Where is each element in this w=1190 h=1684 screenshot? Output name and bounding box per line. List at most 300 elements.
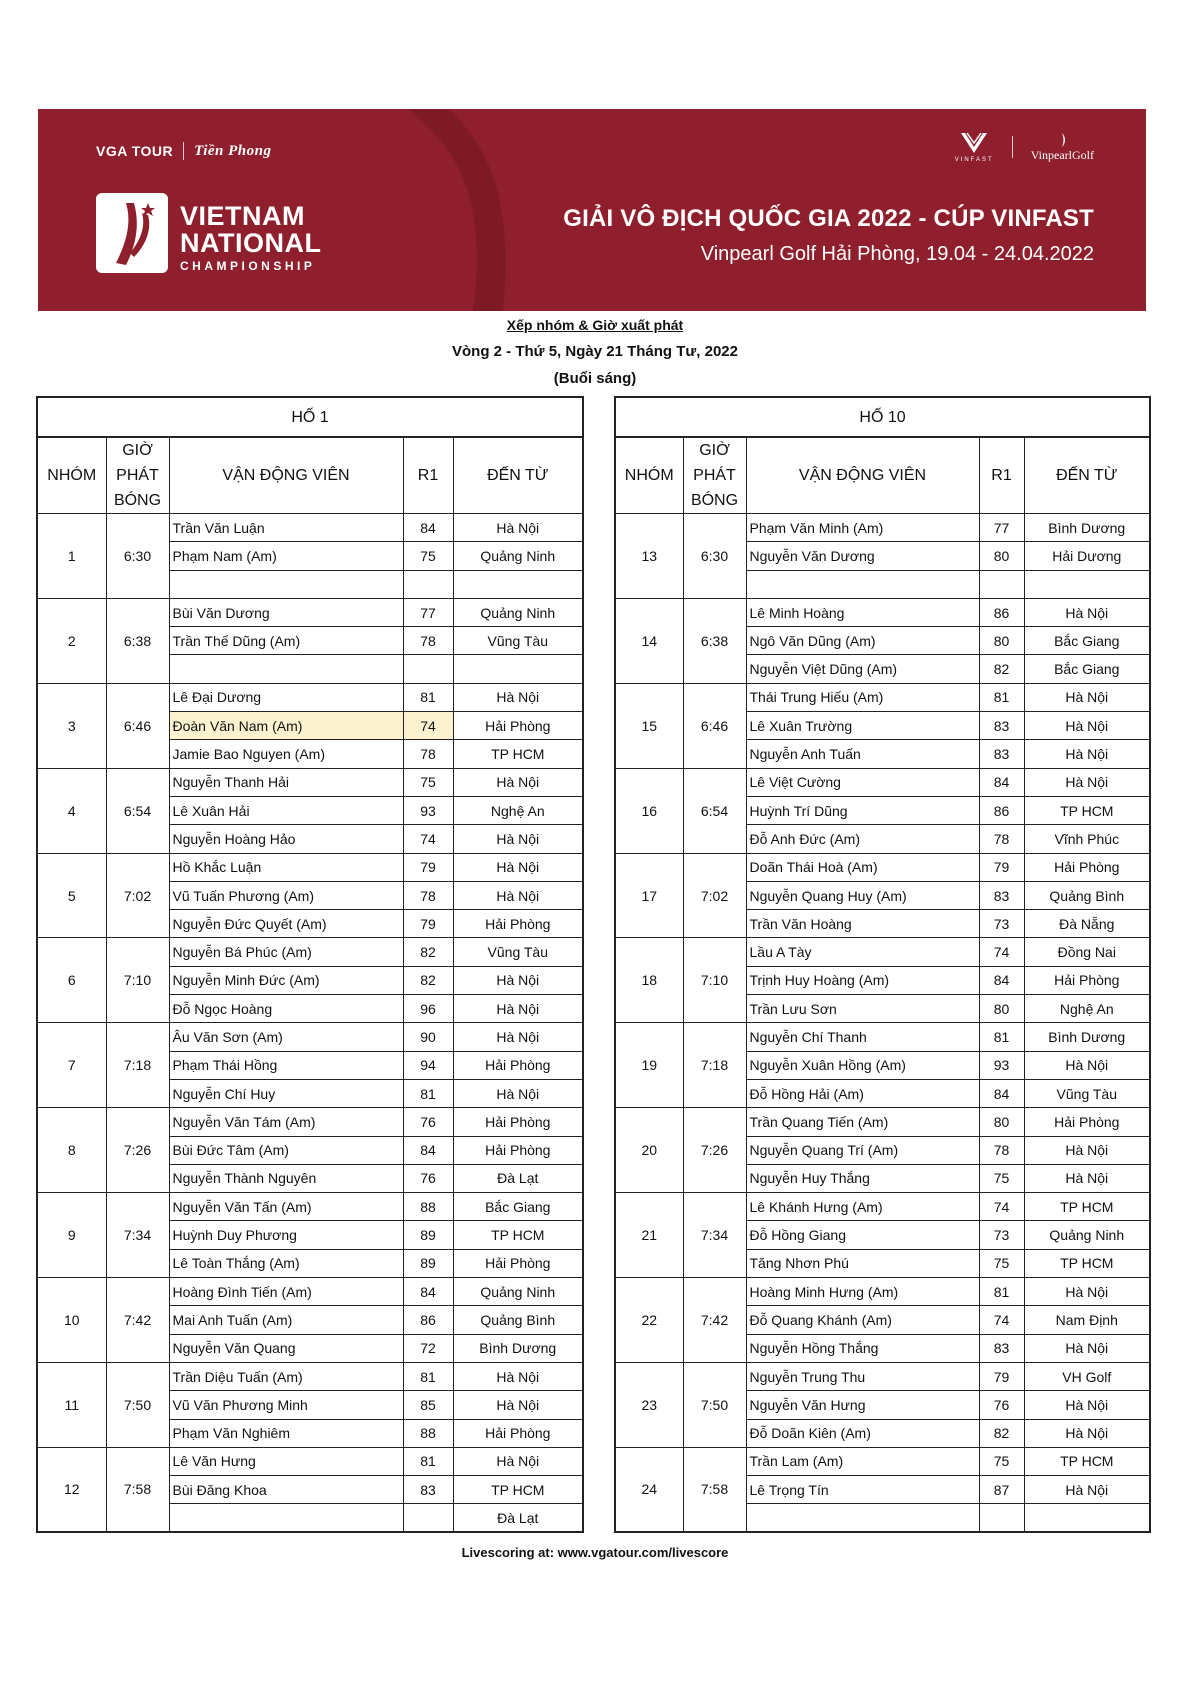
r1-score: 79 [403, 853, 453, 881]
player-name: Trần Diệu Tuấn (Am) [169, 1362, 403, 1390]
player-name: Nguyễn Quang Trí (Am) [746, 1136, 979, 1164]
group-number: 7 [37, 1023, 106, 1108]
r1-score: 75 [403, 768, 453, 796]
player-origin: Hải Phòng [453, 910, 583, 938]
player-origin: Quảng Bình [453, 1306, 583, 1334]
tee-time: 7:18 [106, 1023, 169, 1108]
group-number: 9 [37, 1193, 106, 1278]
player-origin: Quảng Bình [1024, 881, 1150, 909]
table-row [37, 598, 583, 626]
player-name: Huỳnh Duy Phương [169, 1221, 403, 1249]
player-origin: Hà Nội [1024, 1164, 1150, 1192]
r1-score: 90 [403, 1023, 453, 1051]
col-r1: R1 [403, 437, 453, 514]
r1-score: 84 [403, 1278, 453, 1306]
table-row [37, 1447, 583, 1475]
player-name: Nguyễn Huy Thắng [746, 1164, 979, 1192]
r1-score: 73 [979, 910, 1024, 938]
vinpearl-golf-logo [1031, 132, 1094, 163]
r1-score [979, 1504, 1024, 1532]
table-row [37, 1362, 583, 1390]
r1-score: 83 [979, 712, 1024, 740]
player-name: Lê Khánh Hưng (Am) [746, 1193, 979, 1221]
tee-time: 7:26 [683, 1108, 746, 1193]
r1-score: 89 [403, 1221, 453, 1249]
player-origin: TP HCM [453, 740, 583, 768]
player-origin: TP HCM [1024, 1249, 1150, 1277]
player-name: Vũ Tuấn Phương (Am) [169, 881, 403, 909]
r1-score: 74 [979, 1193, 1024, 1221]
hole-10-title: HỐ 10 [615, 397, 1150, 437]
hole-1-table [36, 396, 584, 1533]
r1-score: 74 [403, 712, 453, 740]
table-row [615, 1023, 1150, 1051]
r1-score: 81 [403, 1079, 453, 1107]
tee-time: 6:54 [683, 768, 746, 853]
r1-score: 84 [403, 514, 453, 542]
r1-score: 81 [403, 683, 453, 711]
player-origin: Bắc Giang [1024, 655, 1150, 683]
r1-score: 81 [979, 1278, 1024, 1306]
player-name: Hồ Khắc Luận [169, 853, 403, 881]
player-origin: Đà Lạt [453, 1164, 583, 1192]
player-origin: Bình Dương [453, 1334, 583, 1362]
player-origin: TP HCM [453, 1476, 583, 1504]
r1-score: 81 [403, 1362, 453, 1390]
player-name: Trần Thế Dũng (Am) [169, 627, 403, 655]
player-origin: VH Golf [1024, 1362, 1150, 1390]
player-origin: Hà Nội [1024, 598, 1150, 626]
player-origin: Hà Nội [453, 1023, 583, 1051]
player-origin: Hà Nội [453, 683, 583, 711]
player-name: Phạm Nam (Am) [169, 542, 403, 570]
player-origin: Đà Lạt [453, 1504, 583, 1532]
r1-score: 78 [403, 881, 453, 909]
r1-score: 84 [979, 1079, 1024, 1107]
r1-score: 78 [979, 1136, 1024, 1164]
table-row [37, 768, 583, 796]
wordmark-line2: NATIONAL [180, 228, 322, 258]
player-origin: Hà Nội [453, 825, 583, 853]
group-number: 12 [37, 1447, 106, 1532]
r1-score: 82 [979, 655, 1024, 683]
player-origin: Bình Dương [1024, 1023, 1150, 1051]
player-name: Đỗ Doãn Kiên (Am) [746, 1419, 979, 1447]
player-name: Lê Việt Cường [746, 768, 979, 796]
table-row [615, 683, 1150, 711]
player-name: Lê Xuân Trường [746, 712, 979, 740]
player-origin: Nghệ An [453, 796, 583, 824]
player-name: Đỗ Hồng Hải (Am) [746, 1079, 979, 1107]
player-origin: Hà Nội [453, 1391, 583, 1419]
player-name: Thái Trung Hiếu (Am) [746, 683, 979, 711]
group-number: 18 [615, 938, 683, 1023]
player-origin: Vĩnh Phúc [1024, 825, 1150, 853]
hole-10-rows [615, 514, 1150, 1533]
player-name: Trần Văn Hoàng [746, 910, 979, 938]
table-row [615, 1108, 1150, 1136]
tee-time: 6:38 [106, 598, 169, 683]
player-name: Nguyễn Quang Huy (Am) [746, 881, 979, 909]
r1-score: 73 [979, 1221, 1024, 1249]
player-name: Trần Lưu Sơn [746, 995, 979, 1023]
player-name: Ngô Văn Dũng (Am) [746, 627, 979, 655]
player-name: Đỗ Anh Đức (Am) [746, 825, 979, 853]
vinfast-logo [955, 131, 994, 163]
championship-wordmark [180, 203, 321, 273]
player-name: Âu Văn Sơn (Am) [169, 1023, 403, 1051]
r1-score: 80 [979, 542, 1024, 570]
r1-score: 72 [403, 1334, 453, 1362]
player-origin: TP HCM [1024, 1447, 1150, 1475]
player-name: Lê Toàn Thắng (Am) [169, 1249, 403, 1277]
r1-score: 86 [979, 598, 1024, 626]
vga-tour-logo: VGA TOUR [96, 143, 174, 159]
group-number: 19 [615, 1023, 683, 1108]
r1-score: 76 [403, 1108, 453, 1136]
table-row [37, 683, 583, 711]
tee-time: 7:26 [106, 1108, 169, 1193]
table-row [615, 853, 1150, 881]
col-group: NHÓM [37, 437, 106, 514]
player-origin: Hà Nội [1024, 768, 1150, 796]
player-origin: Quảng Ninh [1024, 1221, 1150, 1249]
player-name [169, 570, 403, 598]
player-name: Trần Văn Luận [169, 514, 403, 542]
player-name: Nguyễn Hồng Thắng [746, 1334, 979, 1362]
player-origin: Hà Nội [1024, 1334, 1150, 1362]
table-row [615, 598, 1150, 626]
player-name: Nguyễn Việt Dũng (Am) [746, 655, 979, 683]
player-origin: Vũng Tàu [453, 938, 583, 966]
table-row [37, 1023, 583, 1051]
player-name: Nguyễn Bá Phúc (Am) [169, 938, 403, 966]
player-name: Trần Lam (Am) [746, 1447, 979, 1475]
r1-score: 75 [979, 1447, 1024, 1475]
r1-score: 84 [979, 768, 1024, 796]
vinpearl-mark-icon [1054, 132, 1070, 148]
tee-time: 7:42 [683, 1278, 746, 1363]
livescore-link[interactable]: Livescoring at: www.vgatour.com/livescore [461, 1545, 729, 1560]
col-group: NHÓM [615, 437, 683, 514]
player-origin: Hà Nội [1024, 1136, 1150, 1164]
tee-time: 7:02 [683, 853, 746, 938]
r1-score: 80 [979, 627, 1024, 655]
r1-score: 82 [403, 966, 453, 994]
r1-score: 80 [979, 1108, 1024, 1136]
group-number: 16 [615, 768, 683, 853]
col-r1: R1 [979, 437, 1024, 514]
player-origin: Hà Nội [1024, 683, 1150, 711]
wordmark-line1: VIETNAM [180, 201, 305, 231]
group-number: 20 [615, 1108, 683, 1193]
tee-time: 6:30 [683, 514, 746, 599]
group-number: 6 [37, 938, 106, 1023]
player-origin: Hải Phòng [453, 712, 583, 740]
group-number: 5 [37, 853, 106, 938]
r1-score: 77 [403, 598, 453, 626]
player-origin: Hà Nội [453, 966, 583, 994]
player-origin: Hà Nội [1024, 1278, 1150, 1306]
r1-score: 88 [403, 1419, 453, 1447]
player-origin: TP HCM [453, 1221, 583, 1249]
group-number: 22 [615, 1278, 683, 1363]
player-origin [453, 655, 583, 683]
player-origin: Bắc Giang [1024, 627, 1150, 655]
tee-time: 7:02 [106, 853, 169, 938]
player-origin: Hà Nội [1024, 1051, 1150, 1079]
player-name: Nguyễn Xuân Hồng (Am) [746, 1051, 979, 1079]
player-origin: Hà Nội [1024, 1419, 1150, 1447]
tournament-title: GIẢI VÔ ĐỊCH QUỐC GIA 2022 - CÚP VINFAST [563, 205, 1094, 232]
player-name: Phạm Văn Minh (Am) [746, 514, 979, 542]
player-origin: Bắc Giang [453, 1193, 583, 1221]
player-name: Trần Quang Tiến (Am) [746, 1108, 979, 1136]
r1-score: 78 [403, 627, 453, 655]
player-origin: Nam Định [1024, 1306, 1150, 1334]
r1-score: 93 [979, 1051, 1024, 1079]
r1-score [403, 655, 453, 683]
table-row [615, 1447, 1150, 1475]
player-name: Nguyễn Hoàng Hảo [169, 825, 403, 853]
r1-score: 96 [403, 995, 453, 1023]
player-origin: Hải Phòng [1024, 853, 1150, 881]
col-from: ĐẾN TỪ [453, 437, 583, 514]
vinpearl-golf-label: VinpearlGolf [1030, 147, 1094, 162]
group-number: 8 [37, 1108, 106, 1193]
player-origin [453, 570, 583, 598]
r1-score: 74 [979, 1306, 1024, 1334]
round-date: Vòng 2 - Thứ 5, Ngày 21 Tháng Tư, 2022 [452, 343, 738, 360]
player-origin: Vũng Tàu [1024, 1079, 1150, 1107]
player-name: Doãn Thái Hoà (Am) [746, 853, 979, 881]
player-origin: Hải Phòng [453, 1249, 583, 1277]
group-number: 23 [615, 1362, 683, 1447]
player-origin: Hải Phòng [453, 1108, 583, 1136]
player-name: Trịnh Huy Hoàng (Am) [746, 966, 979, 994]
r1-score [403, 1504, 453, 1532]
player-origin: Quảng Ninh [453, 1278, 583, 1306]
r1-score: 81 [403, 1447, 453, 1475]
player-name: Phạm Văn Nghiêm [169, 1419, 403, 1447]
r1-score: 82 [403, 938, 453, 966]
player-name: Nguyễn Thanh Hải [169, 768, 403, 796]
player-name: Nguyễn Văn Tám (Am) [169, 1108, 403, 1136]
player-origin: Hải Dương [1024, 542, 1150, 570]
r1-score [403, 570, 453, 598]
group-number: 10 [37, 1278, 106, 1363]
championship-logo [96, 193, 168, 273]
r1-score: 86 [403, 1306, 453, 1334]
partner-logos [96, 142, 272, 160]
tee-time: 7:42 [106, 1278, 169, 1363]
hole-10-table [614, 396, 1151, 1533]
r1-score: 83 [979, 881, 1024, 909]
player-name: Lê Trọng Tín [746, 1476, 979, 1504]
vinfast-v-icon [959, 131, 989, 155]
r1-score: 77 [979, 514, 1024, 542]
player-name: Bùi Đăng Khoa [169, 1476, 403, 1504]
player-name: Đoàn Văn Nam (Am) [169, 712, 403, 740]
player-origin: Đồng Nai [1024, 938, 1150, 966]
player-origin: Hà Nội [1024, 1391, 1150, 1419]
tee-time: 7:58 [106, 1447, 169, 1532]
tee-time: 7:10 [106, 938, 169, 1023]
player-name [746, 1504, 979, 1532]
tee-time: 7:34 [106, 1193, 169, 1278]
player-origin: Quảng Ninh [453, 542, 583, 570]
player-origin: Hà Nội [453, 1447, 583, 1475]
player-name: Nguyễn Đức Quyết (Am) [169, 910, 403, 938]
r1-score: 83 [979, 1334, 1024, 1362]
group-number: 4 [37, 768, 106, 853]
player-origin: TP HCM [1024, 796, 1150, 824]
player-name: Jamie Bao Nguyen (Am) [169, 740, 403, 768]
player-name: Nguyễn Trung Thu [746, 1362, 979, 1390]
group-number: 1 [37, 514, 106, 599]
r1-score: 74 [403, 825, 453, 853]
r1-score: 93 [403, 796, 453, 824]
col-tee-time: GIỜ PHÁT BÓNG [683, 437, 746, 514]
tee-time: 6:38 [683, 598, 746, 683]
player-name: Lê Xuân Hải [169, 796, 403, 824]
divider [183, 142, 184, 160]
tournament-venue: Vinpearl Golf Hải Phòng, 19.04 - 24.04.2022 [700, 243, 1094, 265]
golfer-icon [96, 193, 168, 273]
r1-score: 76 [403, 1164, 453, 1192]
player-name: Huỳnh Trí Dũng [746, 796, 979, 824]
col-player: VẬN ĐỘNG VIÊN [746, 437, 979, 514]
r1-score: 81 [979, 1023, 1024, 1051]
player-name [169, 655, 403, 683]
player-origin: Hà Nội [1024, 1476, 1150, 1504]
player-origin: Quảng Ninh [453, 598, 583, 626]
table-row [615, 1278, 1150, 1306]
player-origin: Nghệ An [1024, 995, 1150, 1023]
player-origin [1024, 1504, 1150, 1532]
r1-score: 78 [403, 740, 453, 768]
r1-score: 79 [979, 853, 1024, 881]
player-name: Hoàng Minh Hưng (Am) [746, 1278, 979, 1306]
wordmark-line3: CHAMPIONSHIP [180, 259, 316, 273]
player-origin [1024, 570, 1150, 598]
tee-time: 7:58 [683, 1447, 746, 1532]
col-player: VẬN ĐỘNG VIÊN [169, 437, 403, 514]
player-name: Lê Đại Dương [169, 683, 403, 711]
player-name: Lê Minh Hoàng [746, 598, 979, 626]
player-name: Hoàng Đình Tiến (Am) [169, 1278, 403, 1306]
player-origin: Hải Phòng [453, 1419, 583, 1447]
r1-score: 75 [403, 542, 453, 570]
r1-score: 84 [979, 966, 1024, 994]
r1-score [979, 570, 1024, 598]
player-name: Đỗ Quang Khánh (Am) [746, 1306, 979, 1334]
player-name [746, 570, 979, 598]
player-name: Đỗ Hồng Giang [746, 1221, 979, 1249]
table-row [37, 853, 583, 881]
player-name: Đỗ Ngọc Hoàng [169, 995, 403, 1023]
col-from: ĐẾN TỪ [1024, 437, 1150, 514]
player-origin: Hà Nội [453, 1362, 583, 1390]
group-number: 2 [37, 598, 106, 683]
player-name: Phạm Thái Hồng [169, 1051, 403, 1079]
table-row [615, 1193, 1150, 1221]
tee-time: 6:30 [106, 514, 169, 599]
player-name: Bùi Văn Dương [169, 598, 403, 626]
group-number: 3 [37, 683, 106, 768]
player-name: Lê Văn Hưng [169, 1447, 403, 1475]
table-row [37, 1278, 583, 1306]
player-origin: TP HCM [1024, 1193, 1150, 1221]
hole-1-rows [37, 514, 583, 1533]
tee-time: 7:34 [683, 1193, 746, 1278]
tee-time: 6:46 [683, 683, 746, 768]
r1-score: 81 [979, 683, 1024, 711]
r1-score: 80 [979, 995, 1024, 1023]
group-number: 14 [615, 598, 683, 683]
table-row [37, 1193, 583, 1221]
player-origin: Hà Nội [453, 853, 583, 881]
player-origin: Hải Phòng [1024, 1108, 1150, 1136]
group-number: 11 [37, 1362, 106, 1447]
player-name: Nguyễn Văn Dương [746, 542, 979, 570]
player-origin: Hà Nội [453, 1079, 583, 1107]
col-tee-time: GIỜ PHÁT BÓNG [106, 437, 169, 514]
r1-score: 78 [979, 825, 1024, 853]
divider [1012, 136, 1013, 158]
player-name: Nguyễn Văn Quang [169, 1334, 403, 1362]
player-name: Bùi Đức Tâm (Am) [169, 1136, 403, 1164]
session-label: (Buổi sáng) [553, 370, 637, 387]
tee-time: 7:50 [683, 1362, 746, 1447]
player-name: Nguyễn Anh Tuấn [746, 740, 979, 768]
player-origin: Hà Nội [1024, 740, 1150, 768]
r1-score: 94 [403, 1051, 453, 1079]
player-origin: Hà Nội [453, 768, 583, 796]
player-name: Nguyễn Chí Huy [169, 1079, 403, 1107]
table-row [615, 1362, 1150, 1390]
r1-score: 75 [979, 1249, 1024, 1277]
player-name: Nguyễn Minh Đức (Am) [169, 966, 403, 994]
group-number: 13 [615, 514, 683, 599]
group-number: 21 [615, 1193, 683, 1278]
swoosh-decoration [398, 109, 538, 311]
r1-score: 83 [403, 1476, 453, 1504]
r1-score: 75 [979, 1164, 1024, 1192]
schedule-title: Xếp nhóm & Giờ xuất phát [506, 317, 684, 333]
player-origin: Đà Nẵng [1024, 910, 1150, 938]
group-number: 17 [615, 853, 683, 938]
tee-time: 6:46 [106, 683, 169, 768]
player-origin: Hải Phòng [453, 1136, 583, 1164]
header-banner [38, 109, 1146, 311]
player-name: Nguyễn Thành Nguyên [169, 1164, 403, 1192]
player-origin: Hà Nội [1024, 712, 1150, 740]
group-number: 15 [615, 683, 683, 768]
player-origin: Hà Nội [453, 514, 583, 542]
r1-score: 85 [403, 1391, 453, 1419]
r1-score: 89 [403, 1249, 453, 1277]
player-origin: Vũng Tàu [453, 627, 583, 655]
player-origin: Bình Dương [1024, 514, 1150, 542]
table-row [37, 1108, 583, 1136]
r1-score: 74 [979, 938, 1024, 966]
tee-time: 7:50 [106, 1362, 169, 1447]
player-name: Nguyễn Văn Hưng [746, 1391, 979, 1419]
table-row [615, 768, 1150, 796]
player-name [169, 1504, 403, 1532]
player-name: Vũ Văn Phương Minh [169, 1391, 403, 1419]
